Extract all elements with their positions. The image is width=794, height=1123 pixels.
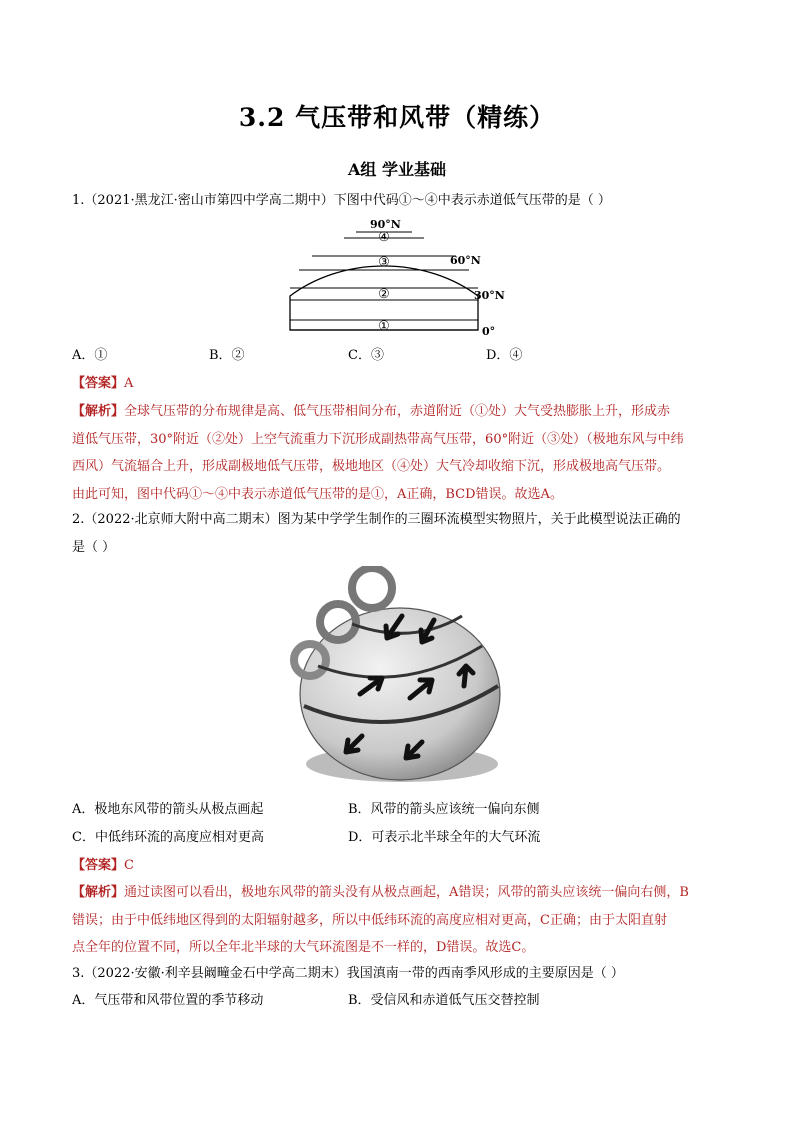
q2-option-c: C．中低纬环流的高度应相对更高: [72, 830, 264, 845]
analysis-line: 道低气压带，30°附近（②处）上空气流重力下沉形成副热带高气压带，60°附近（③处）（极地东风与中纬: [72, 431, 684, 447]
band-label-1: ①: [378, 319, 390, 334]
lat-label-30n: 30°N: [474, 289, 505, 302]
q2-stem-line1: 2.（2022·北京师大附中高二期末）图为某中学学生制作的三圈环流模型实物照片，关于此模型说法正确的: [72, 512, 681, 527]
answer-value: A: [124, 376, 134, 391]
q1-option-c: C．③: [348, 348, 384, 363]
band-label-3: ③: [378, 255, 390, 270]
q1-stem: 1.（2021·黑龙江·密山市第四中学高二期中）下图中代码①～④中表示赤道低气压带的是（ ）: [72, 193, 611, 208]
analysis-line: 西风）气流辐合上升，形成副极地低气压带，极地地区（④处）大气冷却收缩下沉，形成极地高气压带。: [72, 459, 671, 474]
q3-stem: 3.（2022·安徽·利辛县阚疃金石中学高二期末）我国滇南一带的西南季风形成的主要原因是（ ）: [72, 966, 624, 981]
analysis-line: 全球气压带的分布规律是高、低气压带相间分布，赤道附近（①处）大气受热膨胀上升，形成赤: [124, 404, 671, 419]
analysis-tag: 【解析】: [72, 885, 125, 900]
lat-label-0: 0°: [482, 325, 496, 338]
q2-answer: [72, 852, 134, 880]
q2-option-d: D．可表示北半球全年的大气环流: [348, 830, 541, 845]
q1-analysis: [72, 398, 772, 508]
analysis-line: 点全年的位置不同，所以全年北半球的大气环流图是不一样的，D错误。故选C。: [72, 940, 535, 955]
q3-option-a: A．气压带和风带位置的季节移动: [72, 993, 264, 1008]
lat-label-60n: 60°N: [450, 254, 481, 267]
three-cell-model-photo: [282, 566, 514, 790]
band-label-4: ④: [378, 230, 390, 245]
analysis-tag: 【解析】: [72, 404, 125, 419]
q1-option-b: B．②: [209, 348, 245, 363]
q3-option-b: B．受信风和赤道低气压交替控制: [348, 993, 540, 1008]
group-title: A组 学业基础: [348, 160, 446, 179]
analysis-line: 错误；由于中低纬地区得到的太阳辐射越多，所以中低纬环流的高度应相对更高，C正确；由于太阳直射: [72, 912, 667, 928]
page-title: 3.2 气压带和风带（精练）: [238, 103, 556, 132]
q1-answer: [72, 370, 133, 398]
lat-label-90n: 90°N: [370, 218, 401, 231]
band-label-2: ②: [378, 287, 390, 302]
q2-option-a: A．极地东风带的箭头从极点画起: [72, 802, 264, 817]
q1-option-d: D．④: [486, 348, 523, 363]
answer-value: C: [124, 858, 134, 873]
answer-tag: 【答案】: [72, 858, 125, 873]
analysis-line: 通过读图可以看出，极地东风带的箭头没有从极点画起，A错误；风带的箭头应该统一偏向右侧，B: [124, 885, 689, 900]
q2-stem-line2: 是（ ）: [72, 540, 116, 555]
analysis-line: 由此可知，图中代码①～④中表示赤道低气压带的是①，A正确，BCD错误。故选A。: [72, 486, 563, 502]
q2-option-b: B．风带的箭头应该统一偏向东侧: [348, 802, 540, 817]
q1-option-a: A．①: [72, 348, 108, 363]
answer-tag: 【答案】: [72, 376, 125, 391]
pressure-belt-diagram: [282, 214, 512, 338]
q2-analysis: [72, 879, 772, 962]
